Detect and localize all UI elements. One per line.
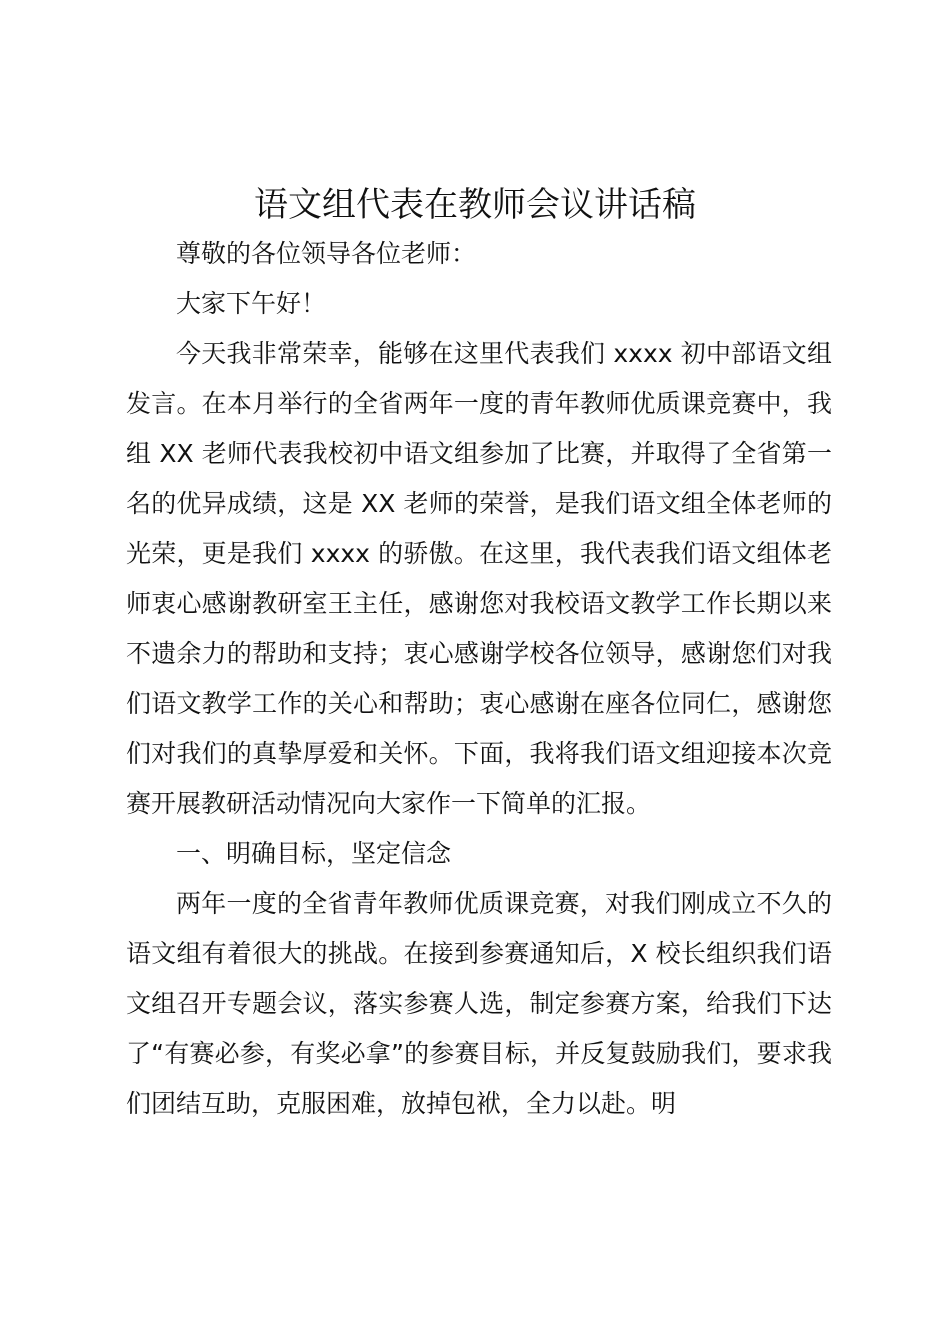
section-heading: 一、明确目标，坚定信念 [176,839,452,868]
document-title: 语文组代表在教师会议讲话稿 [254,185,696,225]
body-paragraph: 今天我非常荣幸，能够在这里代表我们 xxxx 初中部语文组发言。在本月举行的全省两年一度的青年教师优质课竞赛中，我组 XX 老师代表我校初中语文组参加了比赛，并取得了全省第一名的优异成绩，这是 XX 老师的荣誉，是我们语文组全体老师的光荣，更是我们 xxxx 的骄傲。在这里，我代表我们语文组体老师衷心感谢教研室王主任，感谢您对我校语文教学工作长期以来不遗余力的帮助和支持；衷心感谢学校各位领导，感谢您们对我们语文教学工作的关心和帮助；衷心感谢在座各位同仁，感谢您们对我们的真挚厚爱和关怀。下面，我将我们语文组迎接本次竞赛开展教研活动情况向大家作一下简单的汇报。 [126,339,832,818]
document-body [126,229,832,1129]
salutation-paragraph: 尊敬的各位领导各位老师： [176,239,477,268]
greeting-paragraph: 大家下午好！ [176,289,327,318]
body-paragraph: 两年一度的全省青年教师优质课竞赛，对我们刚成立不久的语文组有着很大的挑战。在接到参赛通知后，X 校长组织我们语文组召开专题会议，落实参赛人选，制定参赛方案，给我们下达了“有赛必参，有奖必拿”的参赛目标，并反复鼓励我们，要求我们团结互助，克服困难，放掉包袱，全力以赴。明 [126,889,832,1118]
